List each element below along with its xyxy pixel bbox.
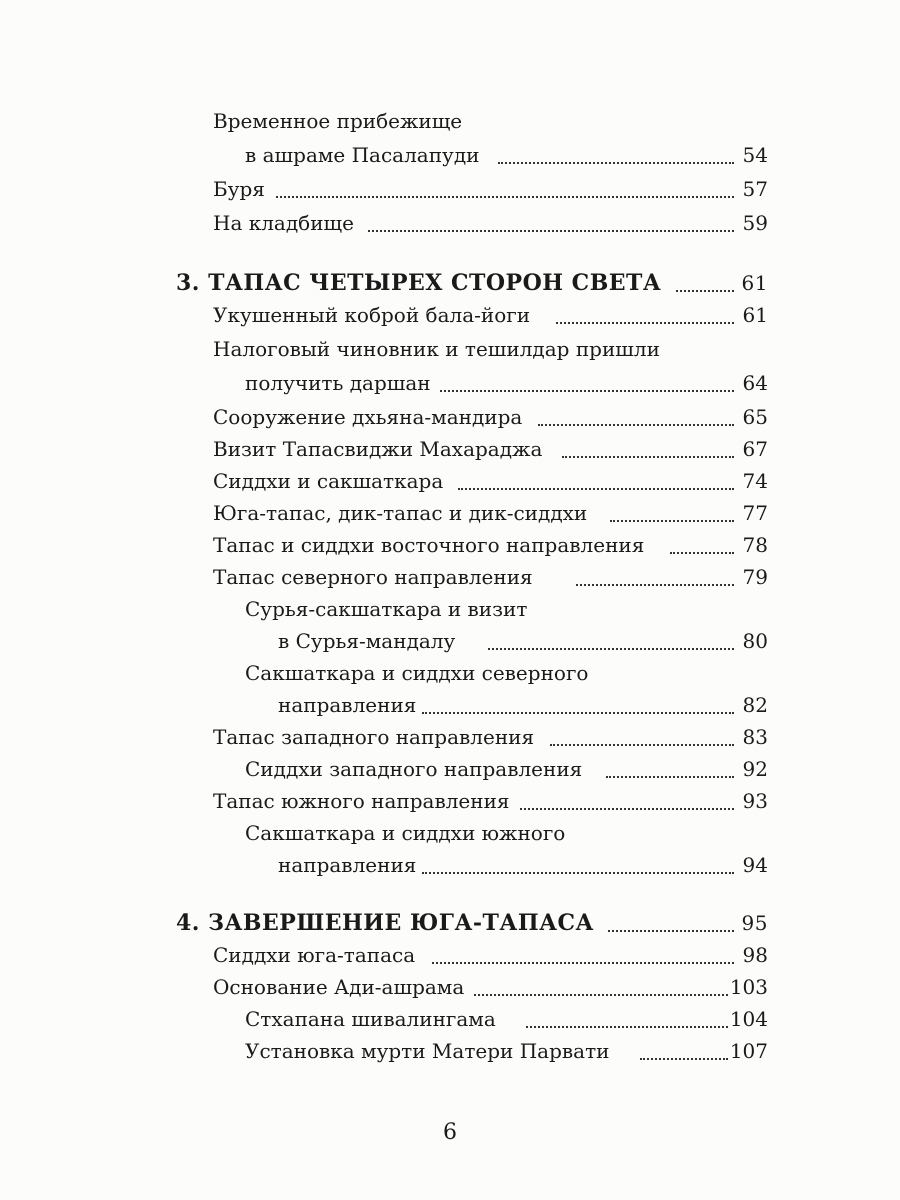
toc-entry-title: в ашраме Пасалапуди — [245, 143, 480, 167]
toc-entry-title: Сиддхи западного направления — [245, 757, 583, 781]
toc-entry-title: Сурья-сакшаткара и визит — [245, 597, 528, 621]
toc-entry — [0, 432, 900, 466]
toc-entry — [0, 138, 900, 172]
toc-entry-title: Основание Ади-ашрама — [213, 975, 465, 999]
leader-dots — [550, 744, 734, 746]
toc-entry-title: На кладбище — [213, 211, 354, 235]
toc-entry — [0, 560, 900, 594]
toc-entry — [0, 970, 900, 1004]
toc-entry — [0, 752, 900, 786]
toc-entry-page: 77 — [742, 501, 768, 525]
toc-entry-title: в Сурья-мандалу — [278, 629, 456, 653]
toc-entry — [0, 784, 900, 818]
leader-dots — [676, 290, 734, 292]
toc-entry — [0, 528, 900, 562]
leader-dots — [576, 584, 734, 586]
toc-entry-title: направления — [278, 693, 417, 717]
toc-entry-title: Сиддхи и сакшаткара — [213, 469, 444, 493]
toc-entry-page: 104 — [729, 1007, 768, 1031]
toc-entry-title: Тапас северного направления — [213, 565, 533, 589]
toc-entry-title: Временное прибежище — [213, 109, 463, 133]
toc-entry — [0, 592, 900, 626]
page-number: 6 — [443, 1120, 457, 1145]
leader-dots — [368, 230, 734, 232]
toc-entry-title: Тапас западного направления — [213, 725, 535, 749]
toc-entry-page: 65 — [742, 405, 768, 429]
toc-entry-title: Сооружение дхьяна-мандира — [213, 405, 523, 429]
toc-entry — [0, 1002, 900, 1036]
toc-entry-page: 80 — [742, 629, 768, 653]
leader-dots — [640, 1058, 728, 1060]
toc-entry-title: Визит Тапасвиджи Махараджа — [213, 437, 543, 461]
toc-entry — [0, 720, 900, 754]
toc-entry — [0, 1034, 900, 1068]
leader-dots — [276, 196, 734, 198]
toc-entry — [0, 104, 900, 138]
toc-entry-page: 79 — [742, 565, 768, 589]
chapter-title: 4. ЗАВЕРШЕНИЕ ЮГА-ТАПАСА — [176, 910, 594, 936]
toc-entry-page: 93 — [742, 789, 768, 813]
toc-entry-title: Укушенный коброй бала-йоги — [213, 303, 531, 327]
toc-entry — [0, 172, 900, 206]
toc-entry-title: Стхапана шивалингама — [245, 1007, 496, 1031]
toc-entry — [0, 656, 900, 690]
toc-entry — [0, 816, 900, 850]
toc-entry-page: 92 — [742, 757, 768, 781]
leader-dots — [440, 390, 734, 392]
toc-entry — [0, 624, 900, 658]
toc-entry-page: 64 — [742, 371, 768, 395]
leader-dots — [432, 962, 734, 964]
toc-entry — [0, 206, 900, 240]
toc-entry-page: 82 — [742, 693, 768, 717]
leader-dots — [606, 776, 734, 778]
leader-dots — [610, 520, 734, 522]
leader-dots — [422, 872, 734, 874]
toc-entry-page: 98 — [742, 943, 768, 967]
chapter-heading — [0, 266, 900, 300]
toc-entry-title: Юга-тапас, дик-тапас и дик-сиддхи — [213, 501, 588, 525]
leader-dots — [526, 1026, 728, 1028]
toc-entry-title: Налоговый чиновник и тешилдар пришли — [213, 337, 660, 361]
chapter-title: 3. ТАПАС ЧЕТЫРЕХ СТОРОН СВЕТА — [176, 270, 662, 296]
toc-entry-title: направления — [278, 853, 417, 877]
toc-entry-title: Буря — [213, 177, 265, 201]
leader-dots — [488, 648, 734, 650]
toc-entry-title: Сакшаткара и сиддхи северного — [245, 661, 589, 685]
toc-entry-title: получить даршан — [245, 371, 431, 395]
toc-entry — [0, 400, 900, 434]
toc-entry — [0, 464, 900, 498]
toc-entry-page: 78 — [742, 533, 768, 557]
toc-entry-title: Тапас южного направления — [213, 789, 510, 813]
chapter-heading — [0, 906, 900, 940]
toc-entry-page: 107 — [729, 1039, 768, 1063]
toc-entry-page: 94 — [742, 853, 768, 877]
leader-dots — [458, 488, 734, 490]
toc-entry-page: 59 — [742, 211, 768, 235]
toc-entry-page: 74 — [742, 469, 768, 493]
toc-entry — [0, 938, 900, 972]
leader-dots — [520, 808, 734, 810]
toc-entry-page: 83 — [742, 725, 768, 749]
toc-entry — [0, 298, 900, 332]
toc-entry-title: Установка мурти Матери Парвати — [245, 1039, 610, 1063]
leader-dots — [498, 162, 734, 164]
toc-entry-title: Сиддхи юга-тапаса — [213, 943, 416, 967]
leader-dots — [538, 424, 734, 426]
toc-entry — [0, 366, 900, 400]
toc-entry-title: Тапас и сиддхи восточного направления — [213, 533, 645, 557]
toc-entry — [0, 332, 900, 366]
leader-dots — [474, 994, 728, 996]
toc-entry-page: 95 — [741, 911, 768, 935]
toc-entry-page: 67 — [742, 437, 768, 461]
leader-dots — [608, 930, 734, 932]
leader-dots — [670, 552, 734, 554]
toc-entry-title: Сакшаткара и сиддхи южного — [245, 821, 566, 845]
toc-entry — [0, 848, 900, 882]
toc-entry-page: 61 — [741, 271, 768, 295]
leader-dots — [562, 456, 734, 458]
toc-entry — [0, 496, 900, 530]
toc-entry — [0, 688, 900, 722]
leader-dots — [556, 322, 734, 324]
toc-entry-page: 57 — [742, 177, 768, 201]
toc-entry-page: 54 — [742, 143, 768, 167]
leader-dots — [422, 712, 734, 714]
toc-entry-page: 61 — [742, 303, 768, 327]
toc-entry-page: 103 — [729, 975, 768, 999]
